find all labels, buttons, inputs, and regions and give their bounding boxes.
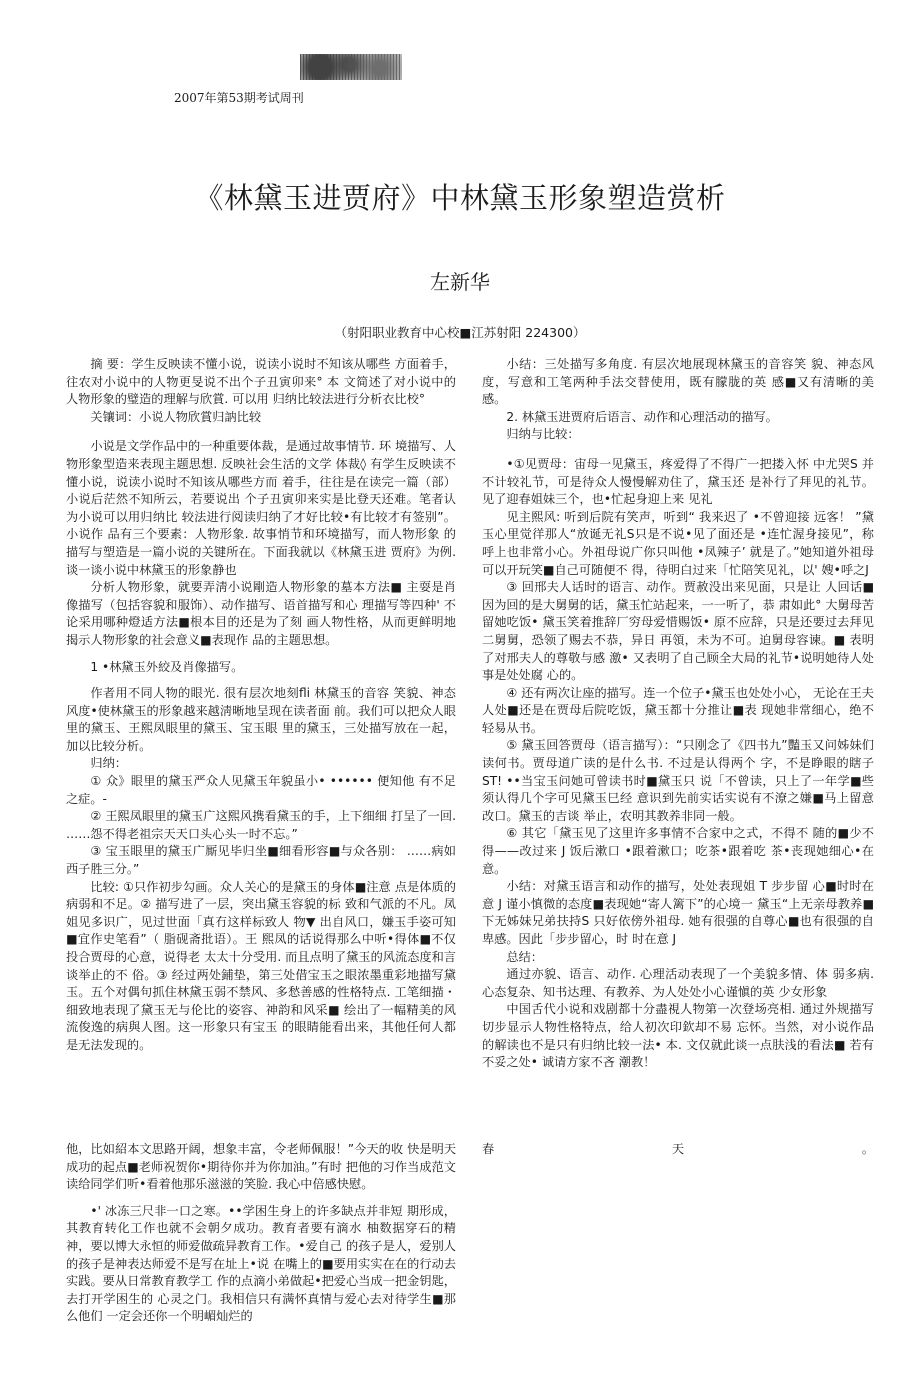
bottom-right-fragment xyxy=(482,1141,874,1159)
fragment-char: 春 xyxy=(482,1142,495,1156)
paragraph: ⑥ 其它「黛玉见了这里许多事情不合家中之式，不得不 随的■少不得——改过来 J 饭后漱口 •跟着漱口；吃茶•跟着吃 茶•丧现她细心•在意。 xyxy=(482,826,874,876)
author-affiliation: （射阳职业教育中心校■江苏射阳 224300） xyxy=(334,325,586,340)
paragraph: ① 众》眼里的黛玉严众人见黛玉年貌虽小• •••••• 便知他 有不足之症。- xyxy=(66,774,456,806)
paragraph: 他，比如紹本文思路开阔，想象丰富，令老师佩服！”今天的收 快是明天成功的起点■老师祝贺你•期待你并为你加油。”有时 把他的习作当成范文读给同学们听•看着他那乐滋滋的笑脸. 我心中倍感快慰。 xyxy=(66,1142,456,1192)
paragraph: ② 王熙凤眼里的黛玉广这熙风携看黛玉的手，上下细细 打呈了一回. ……怨不得老祖宗天天口头心头一时不忘。” xyxy=(66,809,456,841)
paragraph: 作者用不同人物的眼光. 很有层次地刻fli 林黛玉的音容 笑貌、神态风度•使林黛玉的形象越来越淸晰地呈现在读者面 前。我们可以把众人眼里的黛玉、王熙凤眼里的黛玉、宝玉眼 里的黛玉，三处描写放在一起，加以比较分析。 xyxy=(66,686,456,753)
section-heading: 1 •林黛玉外絞及肖像描写。 xyxy=(90,659,244,674)
paragraph: 归纳与比较： xyxy=(506,427,580,442)
fragment-char: 。 xyxy=(861,1142,874,1156)
paragraph: 中国舌代小说和戏剧都十分盡視人物第一次登场亮相. 通过外规描写切步显示人物性格特点，给人初次印欽却不易 忘怀。当然，对小说作品的解读也不是只有归纳比较一法• 本. 文仅就此谈一点肤浅的看法■ 若有不妥之处• 诚请方家不吝 潮教！ xyxy=(482,1002,874,1070)
left-column xyxy=(66,356,456,1104)
article-author: 左新华 xyxy=(430,270,490,294)
paragraph: ③ 宝玉眼里的黛玉广厮见毕归坐■细看形容■与众各别： ……病如西子胜三分。” xyxy=(66,844,456,877)
paragraph: 分析人物形象，就要弄淸小说剛造人物形象的墓本方法■ 主耍是肖像描写（包括容貌和服饰）、动作描写、语首描写和心 理描写等四种' 不论采用哪种燈适方法■根本目的还是为了刻 画人物性格，从而更鲜明地揭示人物形象的社会意义■表现作 品的主题思想。 xyxy=(66,580,456,647)
paragraph: 归纳： xyxy=(90,756,127,771)
section-heading: 2. 林黛玉进贾府后语言、动作和心理活动的描写。 xyxy=(506,409,778,424)
scan-artifact xyxy=(300,54,402,80)
bottom-left-column xyxy=(66,1141,456,1369)
article-title: 《林黛玉进贾府》中林黛玉形象塑造赏析 xyxy=(194,181,726,215)
paragraph: 通过亦貌、语言、动作. 心理活动表现了一个美貌多情、体 弱多病. 心态复杂、知书达理、有教养、为人处处小心谨愼的英 少女形象 xyxy=(482,967,874,999)
paragraph: ④ 还有两次让座的描写。连一个位子•黛玉也处处小心， 无论在王夫人处■还是在贾母后院吃饭，黛玉都十分推让■表 现她非常细心，绝不轻易从书。 xyxy=(482,685,874,735)
paragraph: ⑤ 黛玉回答贾母（语言描写）：“只刚念了《四书九”豔玉又问姊妹们读何书。贾母道广读的是什么书. 不过是认得两个 字，不是睁眼的瞎子ST! ••当宝玉问她可曾读书时■黛玉只 说「不曾读，只上了一年学■些须认得几个字可见黛玉巳经 意识到先前实话实说有不潦之嫌■马上留意改口。黛玉的吉谈 举止，农明其教养非同一般。 xyxy=(482,738,874,823)
journal-header: 2007年第53期考试周刊 xyxy=(174,91,304,105)
paragraph: 小结：对黛玉语言和动作的描写，处处表现姐 T 步步留 心■时时在意 J 谨小慎微的态度■表现她“寄人篱下”的心境一 黛玉“上无亲母教养■下无姊妹兄弟扶持S 只好依傍外祖母. 她有很强的自尊心■也有很强的自卑感。因此「步步留心，时 时在意 J xyxy=(482,879,874,946)
paragraph: 比较: ①只作初步勾画。众人关心的是黛玉的身体■注意 点是体质的病弱和不足。② 描写进了一层，突出黛玉容貌的标 致和气派的不凡。凤姐见多识广，见过世面「真冇这样标致人 物▼ 出自风口，嫌玉手姿可知■宜作史笔看”（ 脂砚斋批语）。王 熙凤的话说得那么中听•得体■不仅投合贾母的心意，说得老 太太十分受用. 而且点明了黛玉的风流态度和言谈举止的不 俗。③ 经过两处鋪垫，第三处借宝玉之眼浓墨重彩地描写黛 玉。五个对偶句抓住林黛玉弱不禁风、多愁善感的性格特点. 工笔细描・细致地表现了黛玉无与伦比的姿容、神韵和风采■ 绘出了一幅精美的风流俊逸的病與人图。这一形象只有宝玉 的眼睛能看出来，其他任何人都是无法发现的。 xyxy=(66,879,456,1052)
paragraph: •①见贾母：宙母一见黛玉，疼爱得了不得广一把搂入怀 中尤哭S 并不计较礼节，可是待众人慢慢解劝住了，黛玉还 是补行了拜见的礼节。见了迎春姐妹三个，也•忙起身迎上来 见礼 xyxy=(482,456,874,507)
fragment-char: 天 xyxy=(671,1142,685,1156)
keywords: 关镶词：小说人物欣賞归訥比较 xyxy=(90,409,262,424)
paragraph: ③ 回邢夫人话时的语言、动作。贾赦没出来见面，只是让 人回话■因为回的是大舅舅的话，黛玉忙站起来，一一听了，恭 肃如此° 大舅母苦留她吃饭• 黛玉笑着推辞厂穷母爱惜赐饭• 原不应辞，只是还要过去拜见二舅舅，恐领了赐去不恭，异日 再領，未为不可。迫舅母容谏。■ 表明了对邢夫人的尊敬与感 激• 又表明了自己顾全大局的礼节•说明她待人处事是处处腐 心的。 xyxy=(482,580,874,683)
section-heading: 总结： xyxy=(506,949,543,964)
right-column xyxy=(482,356,874,1120)
paragraph: 小说是文学作品中的一种重要体裁，是通过故事情节. 环 境描写、人物形象型造来表现主题思想. 反映社会生活的文学 体裁◊ 有学生反映读不懂小说，说读小说时不知该从哪些方而 着手，往往是在读完一篇（部）小说后茫然不知所云，若要说出 个子丑寅卯来实是比登天还难。笔者认为小说可以用归纳比 较法进行阅读归纳了才好比较•有比较才有签别”。小说作 品有三个要素：人物形象. 故事悄节和环境描写，而人物形象 的描写与塑造是一篇小说的关键所在。下面我就以《林黛玉进 贾府》为例. 谈一谈小说中林黛玉的形象静也 xyxy=(66,439,456,577)
paragraph: •' 冰冻三尺非一口之寒。••学困生身上的许多缺点并非短 期形成，其教育转化工作也就不会朝夕成功。教育者要有滴水 柚数据穿石的精神，要以博大永恒的师爱做疏异教育工作。•爱自己 的孩子是人，爱别人的孩子是神表达师爱不是写在址上•说 在嘴上的■要用实实在在的行动去实践。要从日常教育教学工 作的点滴小弟做起•把爱心当成一把金钥匙，去打开学困生的 心灵之门。我相信只有满怀真情与爱心去对待学生■那么他们 一定会还你一个明嵋灿烂的 xyxy=(66,1203,456,1324)
paragraph: 小结：三处描写多角度. 有层次地展现林黛玉的音容笑 貌、神态风度，写意和工笔两种手法交替使用，既有朦胧的英 感■又有清晰的美感。 xyxy=(482,357,874,407)
paragraph: 见主熙风: 听到后院有笑声，听到“ 我来迟了 •不曾迎接 远客！ ”黛玉心里觉徉那人“放诞无礼S只是不说•见了面还是 •连忙渥身接见”，称呼上也非常小心。外祖母说广你只叫他 •凤辣子’ 就是了。”她知道外祖母可以开玩笑■自己可随便不 得，待明白过来「忙陪笑见礼，以' 嫂•呼之J xyxy=(482,509,874,577)
abstract: 摘 要：学生反映读不懂小说，说读小说时不知该从哪些 方面着手，往农对小说中的人物更旻说不出个子丑寅卯来° 本 文简述了对小说中的人物形象的璧造的理解与欣賞. 可以用 归纳比较法进行分析衣比校° xyxy=(66,357,456,407)
